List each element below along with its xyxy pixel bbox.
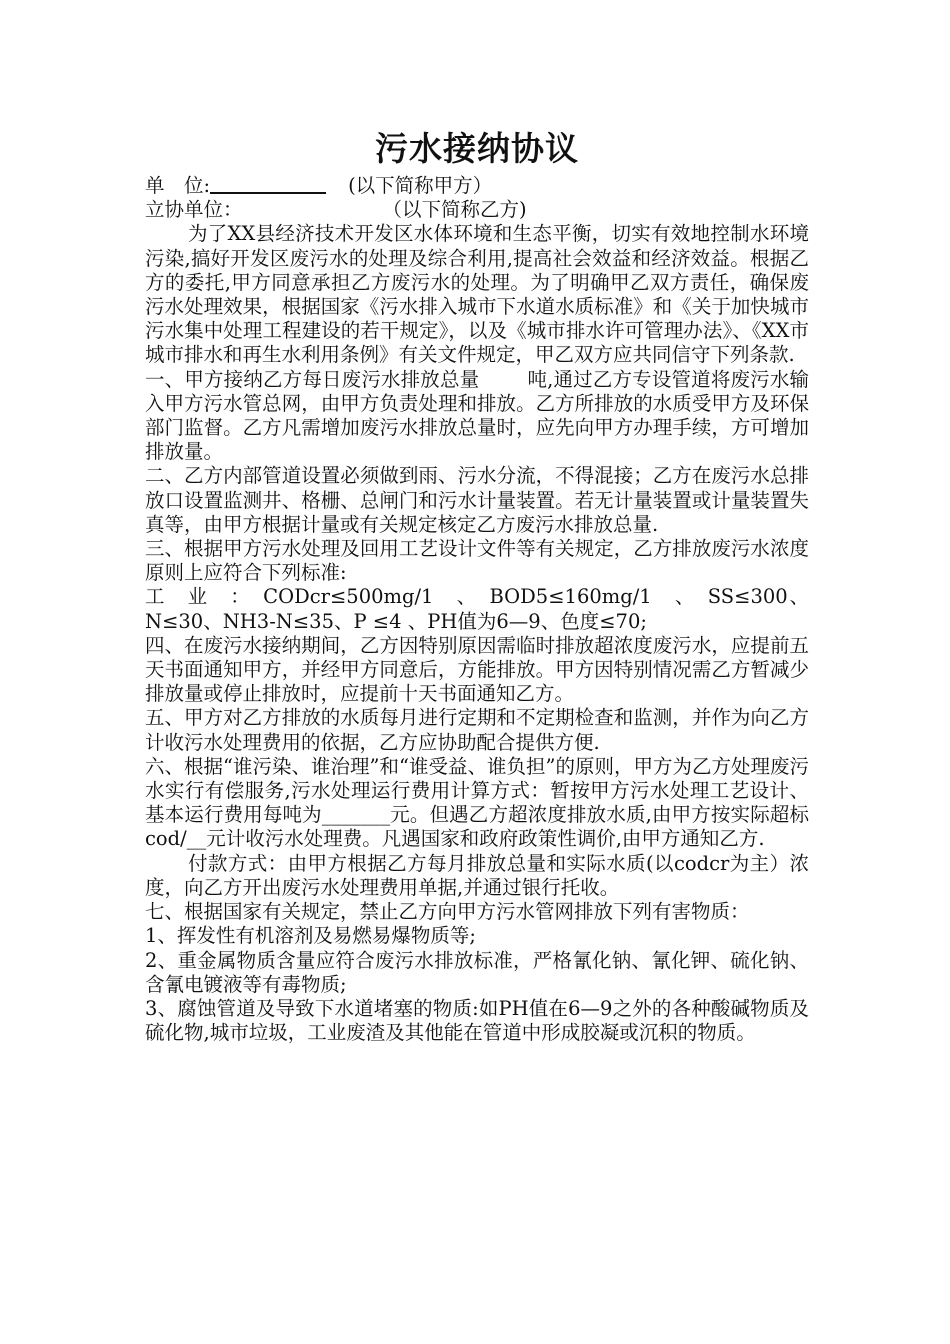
document-title: 污水接纳协议 bbox=[375, 129, 579, 168]
party-a-blank bbox=[210, 174, 326, 194]
clause-3: 三、根据甲方污水处理及回用工艺设计文件等有关规定，乙方排放废污水浓度原则上应符合下列标准: bbox=[145, 537, 809, 585]
party-a-note: (以下简称甲方） bbox=[348, 174, 493, 197]
clause-1 bbox=[145, 368, 809, 465]
party-a-label: 单 位: bbox=[145, 174, 211, 197]
clause-7: 七、根据国家有关规定，禁止乙方向甲方污水管网排放下列有害物质： bbox=[145, 900, 750, 924]
party-a-line bbox=[145, 174, 809, 198]
party-b-line bbox=[145, 198, 809, 222]
discharge-standards: 工 业 ： CODcr≤500mg/1 、 BOD5≤160mg/1 、 SS≤300、N≤30、NH3-N≤35、P ≤4 、PH值为6—9、色度≤70; bbox=[145, 585, 809, 633]
prohibited-item-1: 1、挥发性有机溶剂及易燃易爆物质等; bbox=[145, 924, 476, 948]
clause-1-text-a: 一、甲方接纳乙方每日废污水排放总量 bbox=[145, 367, 480, 391]
clause-6: 六、根据“谁污染、谁治理”和“谁受益、谁负担”的原则，甲方为乙方处理废污水实行有偿服务,污水处理运行费用计算方式：暂按甲方污水处理工艺设计、基本运行费用每吨为_______元。但遇乙方超浓度排放水质,由甲方按实际超标cod/__元计收污水处理费。凡遇国家和政府政策性调价,由甲方通知乙方. bbox=[145, 754, 809, 851]
payment-method: 付款方式：由甲方根据乙方每月排放总量和实际水质(以codcr为主）浓度，向乙方开出废污水处理费用单据,并通过银行托收。 bbox=[145, 851, 809, 899]
prohibited-item-3: 3、腐蚀管道及导致下水道堵塞的物质:如PH值在6—9之外的各种酸碱物质及硫化物,城市垃圾，工业废渣及其他能在管道中形成胶凝或沉积的物质。 bbox=[145, 996, 809, 1045]
intro-paragraph: 为了XX县经济技术开发区水体环境和生态平衡，切实有效地控制水环境污染,搞好开发区废污水的处理及综合利用,提高社会效益和经济效益。根据乙方的委托,甲方同意承担乙方废污水的处理。为了明确甲乙双方责任，确保废污水处理效果，根据国家《污水排入城市下水道水质标准》和《关于加快城市污水集中处理工程建设的若干规定》，以及《城市排水许可管理办法》、《XX市城市排水和再生水利用条例》有关文件规定，甲乙双方应共同信守下列条款. bbox=[145, 222, 809, 367]
party-b-label: 立协单位： bbox=[145, 198, 243, 222]
clause-1-text-b: 吨,通过乙方专设管道将废污水输入甲方污水管总网，由甲方负责处理和排放。乙方所排放的水质受甲方及环保部门监督。乙方凡需增加废污水排放总量时，应先向甲方办理手续，方可增加排放量。 bbox=[145, 367, 809, 464]
party-b-note: （以下简称乙方) bbox=[382, 198, 527, 222]
document-page bbox=[145, 126, 809, 1045]
clause-2: 二、乙方内部管道设置必须做到雨、污水分流，不得混接；乙方在废污水总排放口设置监测井、格栅、总闸门和污水计量装置。若无计量装置或计量装置失真等，由甲方根据计量或有关规定核定乙方废污水排放总量. bbox=[145, 464, 809, 536]
clause-4: 四、在废污水接纳期间，乙方因特别原因需临时排放超浓度废污水，应提前五天书面通知甲方，并经甲方同意后，方能排放。甲方因特别情况需乙方暂减少排放量或停止排放时，应提前十天书面通知乙方。 bbox=[145, 633, 809, 706]
prohibited-item-2: 2、重金属物质含量应符合废污水排放标准，严格氰化钠、氰化钾、硫化钠、含氰电镀液等有毒物质; bbox=[145, 948, 809, 996]
clause-5: 五、甲方对乙方排放的水质每月进行定期和不定期检查和监测，并作为向乙方计收污水处理费用的依据，乙方应协助配合提供方便. bbox=[145, 706, 809, 754]
